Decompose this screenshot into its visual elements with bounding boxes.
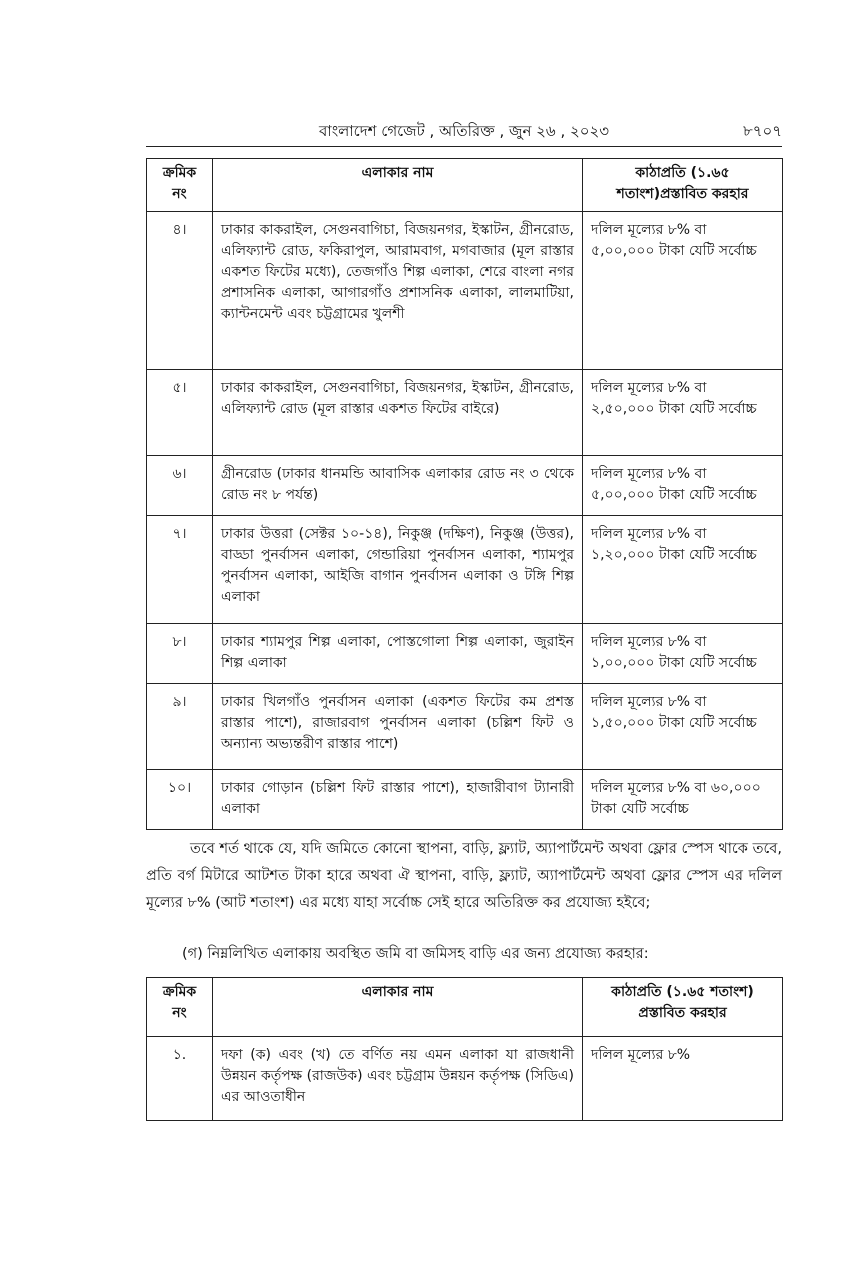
table-row [147, 684, 783, 770]
header-rate: কাঠাপ্রতি (১.৬৫ শতাংশ) প্রস্তাবিত করহার [583, 978, 783, 1037]
page-number: ৮৭০৭ [743, 122, 782, 140]
serial-cell: ৯। [147, 684, 213, 770]
tax-rate-table-2 [146, 977, 783, 1121]
area-cell: ঢাকার শ্যামপুর শিল্প এলাকা, পোস্তগোলা শিল্প এলাকা, জুরাইন শিল্প এলাকা [213, 624, 583, 684]
table-row [147, 770, 783, 830]
table-row [147, 516, 783, 624]
serial-cell: ১. [147, 1037, 213, 1121]
rate-cell: দলিল মূল্যের ৮% বা ২,৫০,০০০ টাকা যেটি সর্বোচ্চ [583, 370, 783, 456]
serial-cell: ৫। [147, 370, 213, 456]
header-area: এলাকার নাম [213, 978, 583, 1037]
table-row [147, 456, 783, 516]
area-cell: গ্রীনরোড (ঢাকার ধানমন্ডি আবাসিক এলাকার রোড নং ৩ থেকে রোড নং ৮ পর্যন্ত) [213, 456, 583, 516]
serial-cell: ১০। [147, 770, 213, 830]
table-header-row [147, 159, 783, 212]
table-row [147, 370, 783, 456]
header-area: এলাকার নাম [213, 159, 583, 212]
serial-cell: ৮। [147, 624, 213, 684]
rate-cell: দলিল মূল্যের ৮% বা ১,২০,০০০ টাকা যেটি সর্বোচ্চ [583, 516, 783, 624]
header-serial: ক্রমিক নং [147, 159, 213, 212]
table-row [147, 624, 783, 684]
table-header-row [147, 978, 783, 1037]
serial-cell: ৬। [147, 456, 213, 516]
header-serial: ক্রমিক নং [147, 978, 213, 1037]
rate-cell: দলিল মূল্যের ৮% বা ১,০০,০০০ টাকা যেটি সর্বোচ্চ [583, 624, 783, 684]
area-cell: ঢাকার কাকরাইল, সেগুনবাগিচা, বিজয়নগর, ইস্কাটন, গ্রীনরোড, এলিফ্যান্ট রোড (মূল রাস্তার একশত ফিটের বাইরে) [213, 370, 583, 456]
area-cell: ঢাকার খিলগাঁও পুনর্বাসন এলাকা (একশত ফিটের কম প্রশস্ত রাস্তার পাশে), রাজারবাগ পুনর্বাসন এলাকা (চল্লিশ ফিট ও অন্যান্য অভ্যন্তরীণ রাস্তার পাশে) [213, 684, 583, 770]
rate-cell: দলিল মূল্যের ৮% বা ৬০,০০০ টাকা যেটি সর্বোচ্চ [583, 770, 783, 830]
serial-cell: ৭। [147, 516, 213, 624]
rate-cell: দলিল মূল্যের ৮% [583, 1037, 783, 1121]
area-cell: ঢাকার গোড়ান (চল্লিশ ফিট রাস্তার পাশে), হাজারীবাগ ট্যানারী এলাকা [213, 770, 583, 830]
tax-rate-table-1 [146, 158, 783, 830]
area-cell: ঢাকার উত্তরা (সেক্টর ১০-১৪), নিকুঞ্জ (দক্ষিণ), নিকুঞ্জ (উত্তর), বাড্ডা পুনর্বাসন এলাকা, গেন্ডারিয়া পুনর্বাসন এলাকা, শ্যামপুর পুনর্বাসন এলাকা, আইজি বাগান পুনর্বাসন এলাকা ও টঙ্গি শিল্প এলাকা [213, 516, 583, 624]
header-rate: কাঠাপ্রতি (১.৬৫ শতাংশ)প্রস্তাবিত করহার [583, 159, 783, 212]
table-row [147, 212, 783, 370]
page-header [146, 116, 782, 144]
gazette-title: বাংলাদেশ গেজেট , অতিরিক্ত , জুন ২৬ , ২০২৩ [319, 122, 609, 140]
proviso-paragraph: তবে শর্ত থাকে যে, যদি জমিতে কোনো স্থাপনা, বাড়ি, ফ্ল্যাট, অ্যাপার্টমেন্ট অথবা ফ্লোর স্পেস থাকে তবে, প্রতি বর্গ মিটারে আটশত টাকা হারে অথবা ঐ স্থাপনা, বাড়ি, ফ্ল্যাট, অ্যাপার্টমেন্ট অথবা ফ্লোর স্পেস এর দলিল মূল্যের ৮% (আট শতাংশ) এর মধ্যে যাহা সর্বোচ্চ সেই হারে অতিরিক্ত কর প্রযোজ্য হইবে; [146, 841, 782, 911]
serial-cell: ৪। [147, 212, 213, 370]
rate-cell: দলিল মূল্যের ৮% বা ১,৫০,০০০ টাকা যেটি সর্বোচ্চ [583, 684, 783, 770]
area-cell: ঢাকার কাকরাইল, সেগুনবাগিচা, বিজয়নগর, ইস্কাটন, গ্রীনরোড, এলিফ্যান্ট রোড, ফকিরাপুল, আরামবাগ, মগবাজার (মূল রাস্তার একশত ফিটের মধ্যে), তেজগাঁও শিল্প এলাকা, শেরে বাংলা নগর প্রশাসনিক এলাকা, আগারগাঁও প্রশাসনিক এলাকা, লালমাটিয়া, ক্যান্টনমেন্ট এবং চট্টগ্রামের খুলশী [213, 212, 583, 370]
header-rule [146, 146, 782, 147]
area-cell: দফা (ক) এবং (খ) তে বর্ণিত নয় এমন এলাকা যা রাজধানী উন্নয়ন কর্তৃপক্ষ (রাজউক) এবং চট্টগ্রাম উন্নয়ন কর্তৃপক্ষ (সিডিএ) এর আওতাধীন [213, 1037, 583, 1121]
rate-cell: দলিল মূল্যের ৮% বা ৫,০০,০০০ টাকা যেটি সর্বোচ্চ [583, 456, 783, 516]
rate-cell: দলিল মূল্যের ৮% বা ৫,০০,০০০ টাকা যেটি সর্বোচ্চ [583, 212, 783, 370]
clause-ga-heading: (গ) নিম্নলিখিত এলাকায় অবস্থিত জমি বা জমিসহ বাড়ি এর জন্য প্রযোজ্য করহার: [182, 946, 649, 962]
table-row [147, 1037, 783, 1121]
